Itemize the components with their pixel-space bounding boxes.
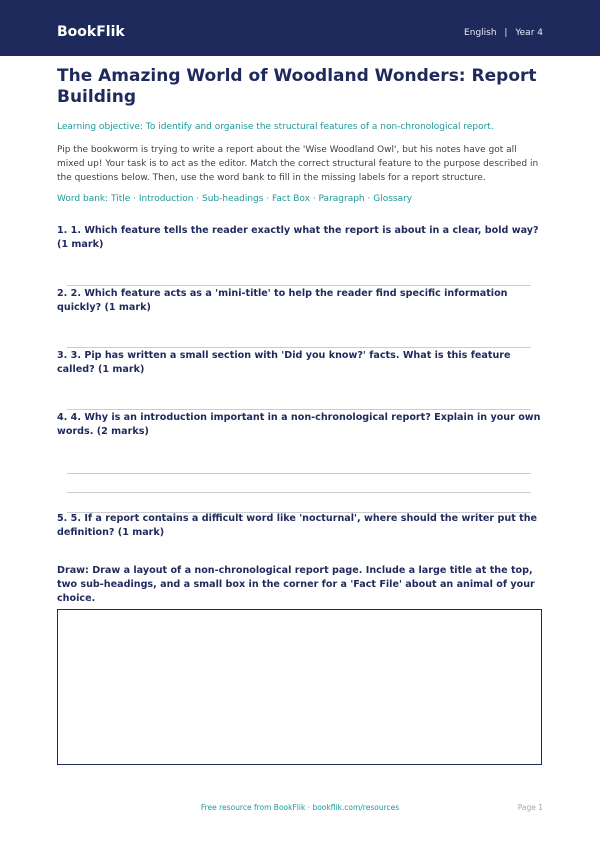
brand-logo: BookFlik bbox=[57, 24, 125, 40]
answer-line[interactable] bbox=[67, 409, 531, 410]
footer-credit: Free resource from BookFlik · bookflik.com/resources bbox=[200, 803, 400, 812]
worksheet-title: The Amazing World of Woodland Wonders: Report Building bbox=[57, 66, 537, 107]
drawing-box[interactable] bbox=[57, 609, 542, 765]
header-meta bbox=[464, 25, 543, 41]
answer-line[interactable] bbox=[67, 492, 531, 493]
word-bank: Word bank: Title · Introduction · Sub-headings · Fact Box · Paragraph · Glossary bbox=[57, 194, 413, 204]
intro-text: Pip the bookworm is trying to write a report about the 'Wise Woodland Owl', but his notes have got all mixed up! Your task is to act as the editor. Match the correct structural feature to the purpose described in the questions below. Then, use the word bank to fill in the missing labels for a report structure. bbox=[57, 145, 539, 183]
question-1: 1. 1. Which feature tells the reader exactly what the report is about in a clear, bold way? (1 mark) bbox=[57, 225, 539, 250]
question-5: 5. 5. If a report contains a difficult word like 'nocturnal', where should the writer put the definition? (1 mark) bbox=[57, 513, 538, 538]
page-header bbox=[0, 0, 600, 56]
draw-instructions: Draw: Draw a layout of a non-chronological report page. Include a large title at the top, two sub-headings, and a small box in the corner for a 'Fact File' about an animal of your choice. bbox=[57, 565, 535, 604]
answer-line[interactable] bbox=[67, 347, 531, 348]
answer-line[interactable] bbox=[67, 285, 531, 286]
question-3: 3. 3. Pip has written a small section with 'Did you know?' facts. What is this feature called? (1 mark) bbox=[57, 350, 511, 375]
page-number: Page 1 bbox=[517, 803, 543, 812]
answer-line[interactable] bbox=[67, 473, 531, 474]
meta-separator: | bbox=[504, 28, 508, 38]
question-4: 4. 4. Why is an introduction important in a non-chronological report? Explain in your own words. (2 marks) bbox=[57, 412, 541, 437]
subject-label: English bbox=[464, 28, 497, 38]
learning-objective: Learning objective: To identify and organise the structural features of a non-chronological report. bbox=[57, 122, 494, 132]
question-2: 2. 2. Which feature acts as a 'mini-title' to help the reader find specific information quickly? (1 mark) bbox=[57, 288, 508, 313]
year-label: Year 4 bbox=[515, 28, 543, 38]
